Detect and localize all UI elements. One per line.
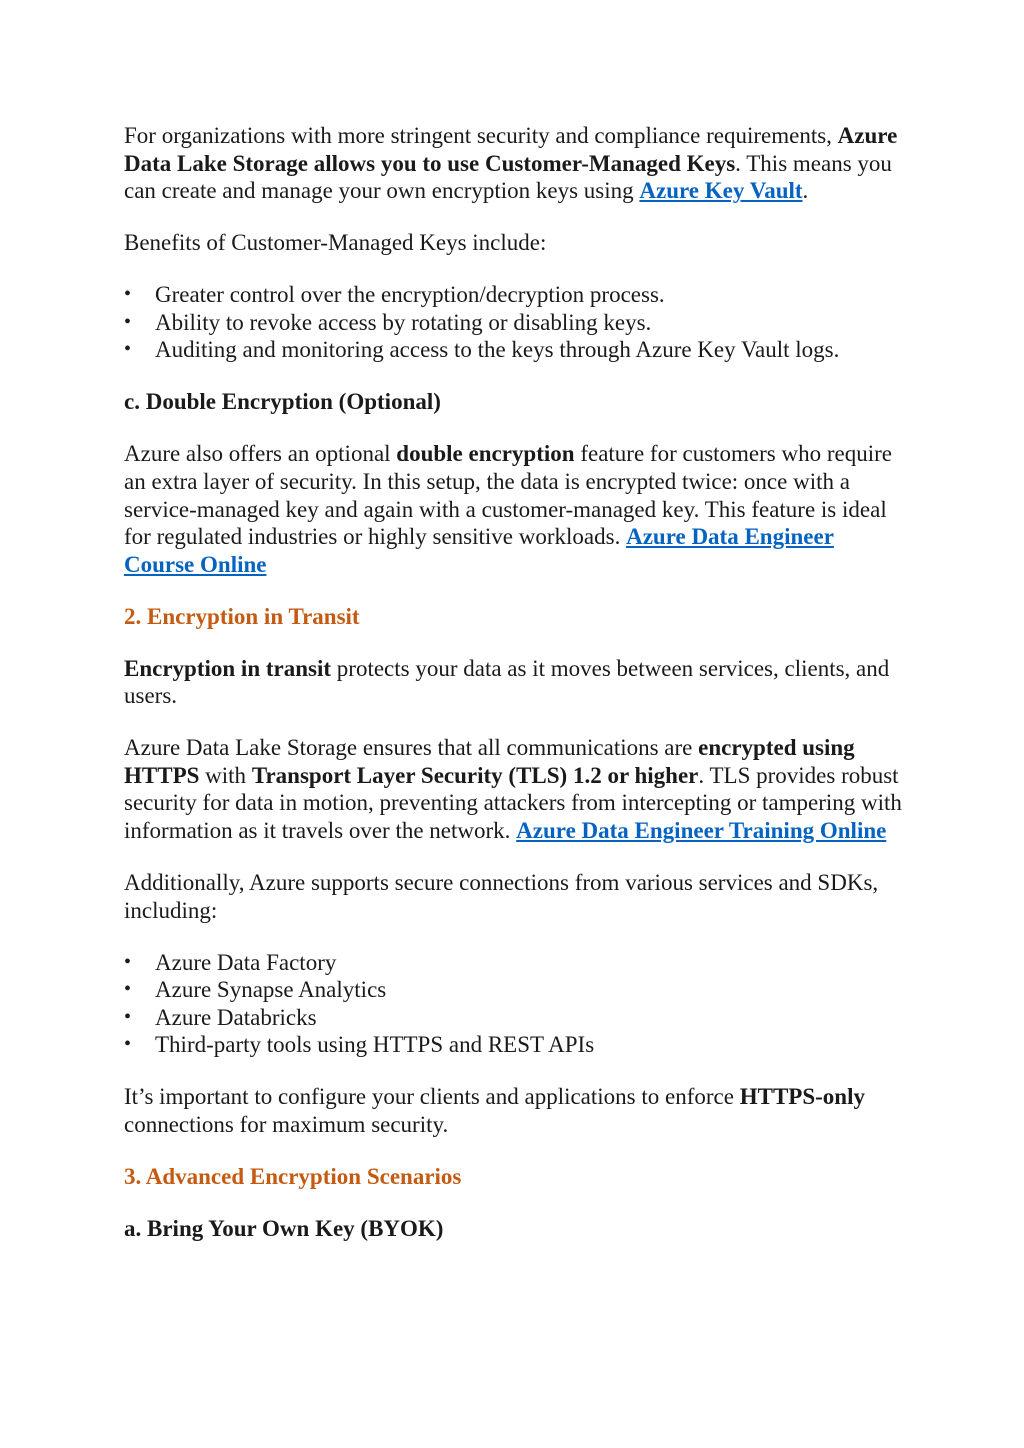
list-item: • Azure Data Factory [124,949,904,977]
training-online-link[interactable]: Azure Data Engineer Training Online [516,818,887,844]
list-item: • Greater control over the encryption/decryption process. [124,281,904,309]
course-online-link[interactable]: Azure Data Engineer Course Online [124,524,834,577]
list-item: • Ability to revoke access by rotating or disabling keys. [124,309,904,337]
double-encryption-heading: c. Double Encryption (Optional) [124,389,441,415]
transit-paragraph-1: Encryption in transit protects your data as it moves between services, clients, and users. [124,655,890,709]
advanced-encryption-heading: 3. Advanced Encryption Scenarios [124,1163,462,1189]
list-item: • Azure Synapse Analytics [124,976,904,1004]
transit-paragraph-4: It’s important to configure your clients and applications to enforce HTTPS-only connections for maximum security. [124,1084,865,1137]
list-item: • Auditing and monitoring access to the keys through Azure Key Vault logs. [124,336,904,364]
azure-key-vault-link[interactable]: Azure Key Vault [639,178,803,204]
document-page [124,122,904,1267]
double-encryption-paragraph: Azure also offers an optional double encryption feature for customers who require an extra layer of security. In this setup, the data is encrypted twice: once with a service-managed key and again with a customer-managed key. This feature is ideal for regulated industries or highly sensitive workloads. Azure Data Engineer Course Online [124,441,892,577]
intro-bold: Azure Data Lake Storage allows you to use Customer-Managed Keys [124,123,898,176]
services-list [124,949,904,1059]
benefits-list [124,281,904,364]
transit-paragraph-2: Azure Data Lake Storage ensures that all communications are encrypted using HTTPS with Transport Layer Security (TLS) 1.2 or higher. TLS provides robust security for data in motion, preventing attackers from intercepting or tampering with information as it travels over the network. Azure Data Engineer Training Online [124,735,902,844]
encryption-in-transit-heading: 2. Encryption in Transit [124,603,360,629]
intro-paragraph: For organizations with more stringent security and compliance requirements, Azure Data Lake Storage allows you to use Customer-Managed Keys. This means you can create and manage your own encryption keys using Azure Key Vault. [124,123,898,204]
list-item: • Azure Databricks [124,1004,904,1032]
transit-paragraph-3: Additionally, Azure supports secure connections from various services and SDKs, including: [124,870,879,923]
byok-heading: a. Bring Your Own Key (BYOK) [124,1215,444,1241]
benefits-lead: Benefits of Customer-Managed Keys include: [124,230,547,256]
list-item: • Third-party tools using HTTPS and REST APIs [124,1031,904,1059]
